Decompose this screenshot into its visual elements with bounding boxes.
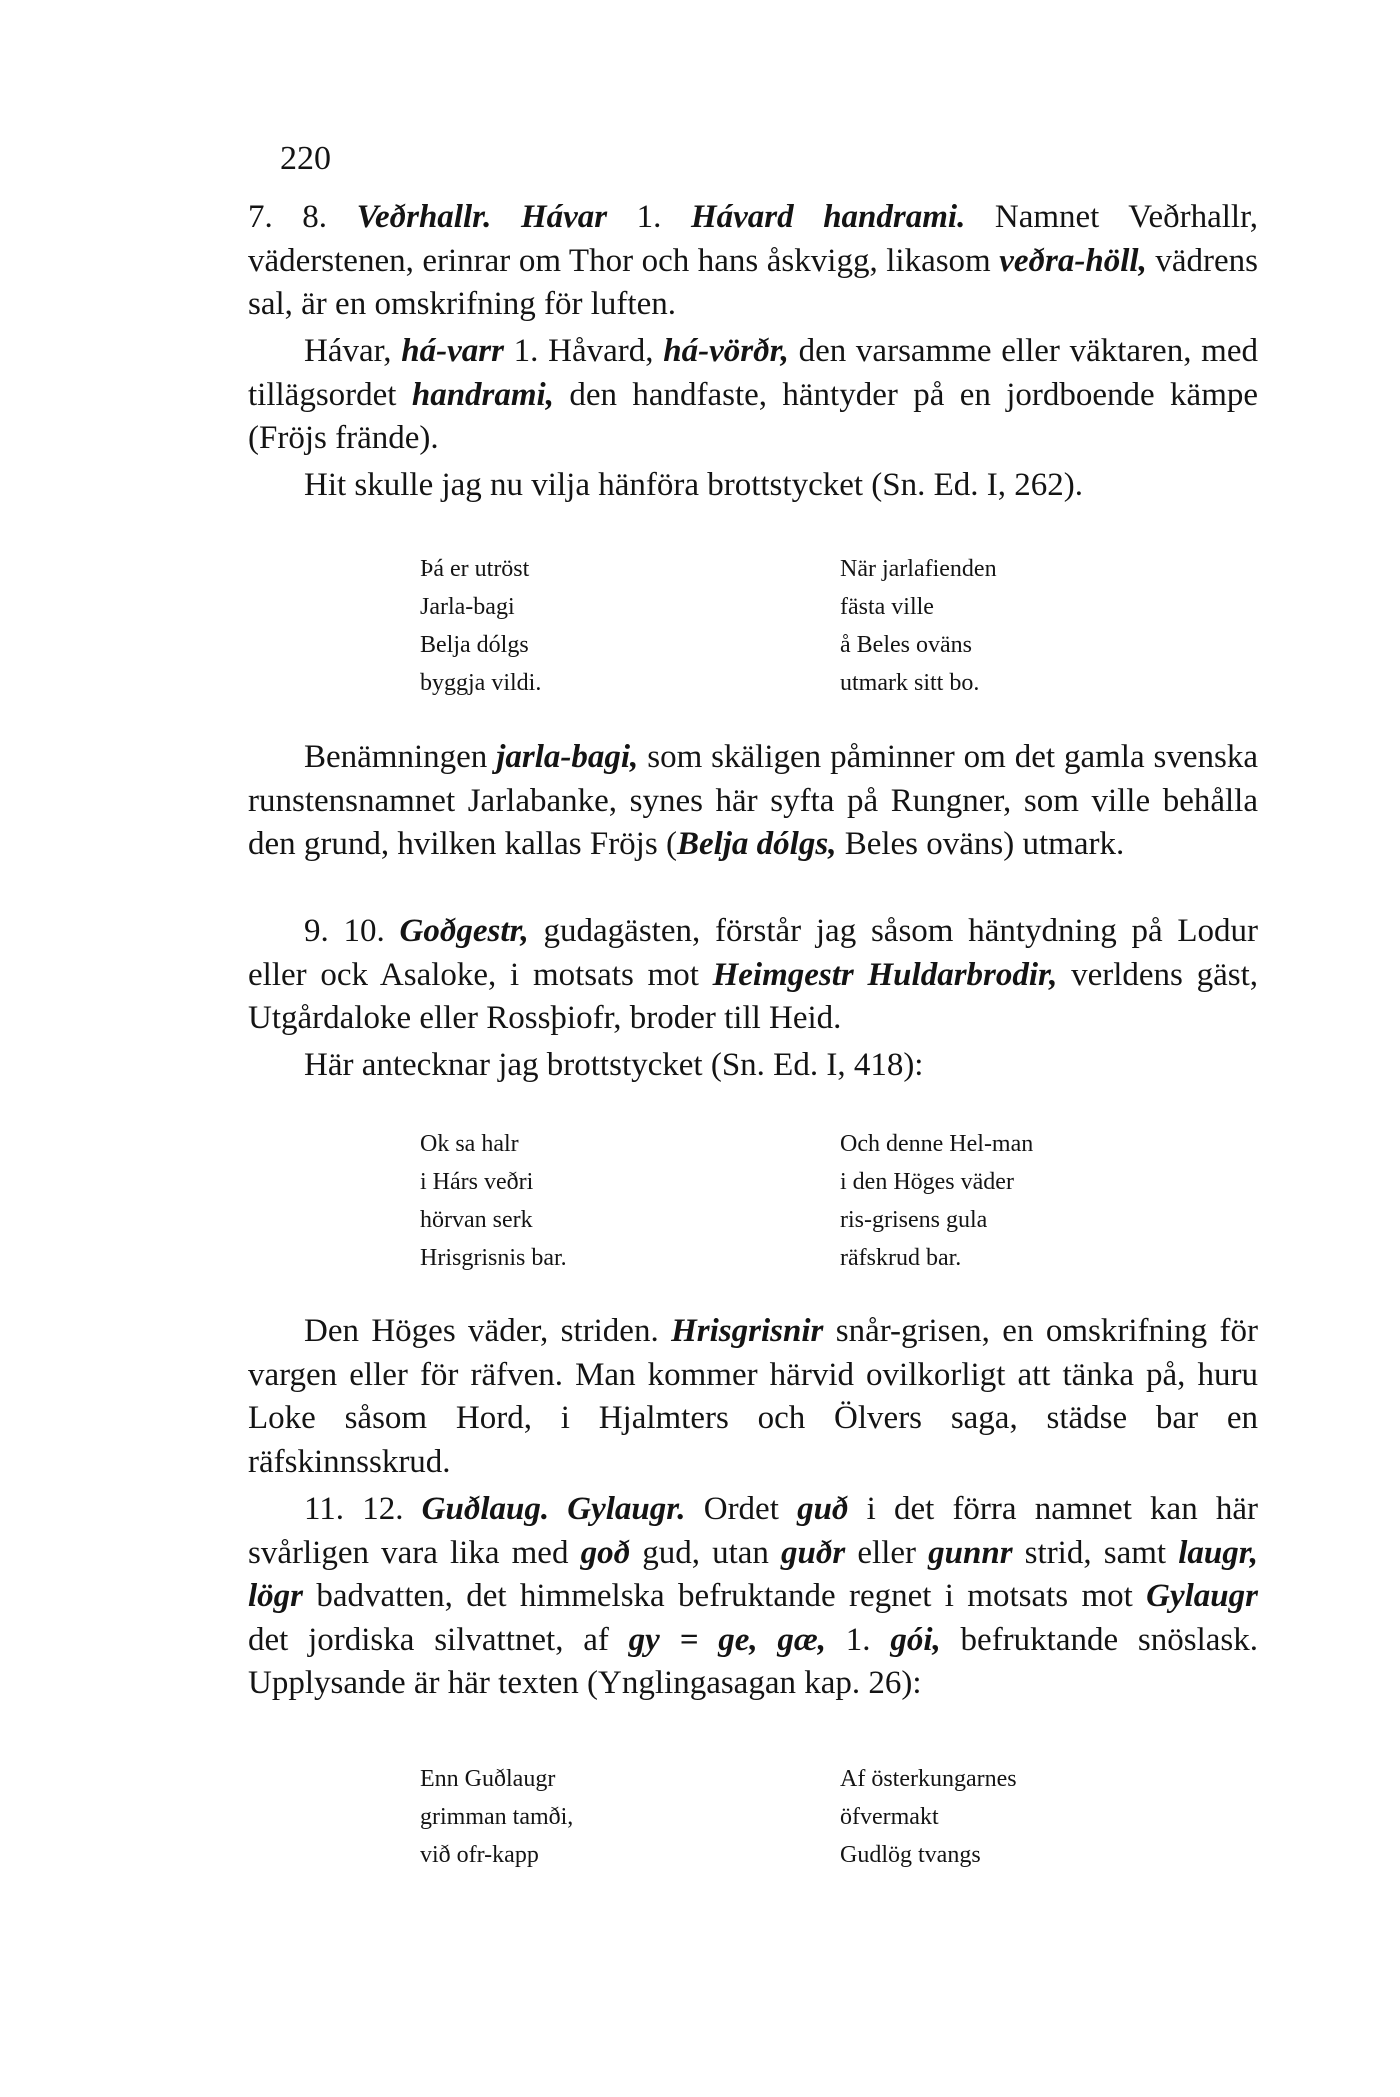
- text-segment: det jordiska silvattnet, af: [248, 1621, 629, 1658]
- paragraph: [248, 1488, 1258, 1706]
- verse-translation: [840, 1125, 1180, 1277]
- text-segment: 1.: [825, 1621, 891, 1658]
- verse-line: i den Höges väder: [840, 1169, 1014, 1195]
- text-segment: Benämningen: [304, 739, 497, 775]
- verse-translation: [840, 550, 1180, 702]
- paragraph: [248, 1044, 1258, 1088]
- text-segment-italic: goð: [580, 1534, 631, 1571]
- paragraph: [248, 330, 1258, 461]
- text-segment-italic: Belja dólgs,: [676, 826, 837, 862]
- verse-line: Belja dólgs: [420, 632, 529, 658]
- verse-block: [420, 1760, 1180, 1874]
- verse-line: utmark sitt bo.: [840, 670, 980, 696]
- text-segment: Hit skulle jag nu vilja hänföra brottstycket (Sn. Ed. I, 262).: [304, 467, 1084, 503]
- text-segment: 11. 12.: [304, 1491, 422, 1527]
- verse-line: öfvermakt: [840, 1804, 939, 1830]
- verse-line: byggja vildi.: [420, 670, 542, 696]
- text-segment-italic: Veðrhallr. Hávar: [356, 199, 608, 235]
- verse-line: Gudlög tvangs: [840, 1842, 981, 1868]
- verse-line: Af österkungarnes: [840, 1766, 1017, 1792]
- paragraph: [248, 196, 1258, 327]
- verse-line: i Hárs veðri: [420, 1169, 534, 1195]
- verse-line: Jarla-bagi: [420, 594, 515, 620]
- text-segment-italic: Gylaugr: [1146, 1578, 1258, 1614]
- text-segment: den varsamme eller väktaren, med tillägsordet: [248, 333, 1258, 413]
- text-segment-italic: Heimgestr Huldarbrodir,: [712, 956, 1058, 993]
- text-segment: snår-grisen, en omskrifning för vargen eller för räfven. Man kommer härvid ovilkorligt att tänka på, huru Loke såsom Hord, i Hjalmters och Ölvers saga, städse bar en räfskinnsskrud.: [248, 1313, 1259, 1480]
- paragraph: [248, 910, 1258, 1041]
- text-segment-italic: Hávard handrami.: [690, 199, 966, 235]
- verse-original: [420, 550, 760, 702]
- text-segment: i det förra namnet kan här svårligen vara lika med: [248, 1491, 1259, 1571]
- text-segment: Beles oväns) utmark.: [836, 826, 1125, 862]
- verse-line: När jarlafienden: [840, 556, 997, 582]
- text-segment-italic: há-varr: [401, 333, 504, 369]
- verse-block: [420, 550, 1180, 702]
- text-segment: 7. 8.: [248, 199, 357, 235]
- text-segment-italic: jarla-bagi,: [496, 739, 639, 775]
- verse-line: räfskrud bar.: [840, 1245, 962, 1271]
- text-segment-italic: guðr: [781, 1534, 846, 1571]
- text-segment: som skäligen påminner om det gamla svenska runstensnamnet Jarlabanke, synes här syfta på Rungner, som ville behålla den grund, hvilken kallas Fröjs (: [248, 739, 1258, 862]
- paragraph: [248, 464, 1258, 508]
- text-segment-italic: laugr, lögr: [248, 1534, 1258, 1614]
- text-segment-italic: gy = ge, gæ,: [628, 1621, 826, 1658]
- paragraph: [248, 736, 1258, 867]
- text-segment: 1. Håvard,: [503, 333, 664, 369]
- text-segment-italic: Guðlaug. Gylaugr.: [421, 1491, 686, 1527]
- verse-block: [420, 1125, 1180, 1277]
- verse-line: Þá er utröst: [420, 556, 530, 582]
- verse-line: fästa ville: [840, 594, 934, 620]
- text-segment-italic: veðra-höll,: [999, 242, 1147, 279]
- verse-line: Ok sa halr: [420, 1131, 519, 1157]
- verse-line: Enn Guðlaugr: [420, 1766, 556, 1792]
- verse-line: ris-grisens gula: [840, 1207, 988, 1233]
- text-segment: Hávar,: [304, 333, 402, 369]
- verse-original: [420, 1125, 760, 1277]
- text-segment: den handfaste, häntyder på en jordboende kämpe (Fröjs frände).: [248, 376, 1259, 456]
- text-segment: badvatten, det himmelska befruktande regnet i motsats mot: [303, 1578, 1147, 1614]
- text-segment: befruktande snöslask. Upplysande är här texten (Ynglingasagan kap. 26):: [248, 1621, 1259, 1701]
- text-segment: Här antecknar jag brottstycket (Sn. Ed. I, 418):: [304, 1047, 924, 1083]
- text-segment-italic: handrami,: [411, 376, 554, 413]
- text-segment: Ordet: [685, 1491, 798, 1527]
- text-segment-italic: Hrisgrisnir: [671, 1313, 824, 1349]
- verse-line: Hrisgrisnis bar.: [420, 1245, 567, 1271]
- text-segment-italic: Goðgestr,: [399, 913, 529, 949]
- text-segment: 1.: [607, 199, 691, 235]
- text-segment: strid, samt: [1012, 1534, 1179, 1571]
- text-segment: verldens gäst, Utgårdaloke eller Rossþiofr, broder till Heid.: [248, 956, 1259, 1036]
- verse-original: [420, 1760, 760, 1874]
- text-segment: 9. 10.: [304, 913, 400, 949]
- text-segment-italic: gunnr: [928, 1534, 1013, 1571]
- verse-line: Och denne Hel-man: [840, 1131, 1034, 1157]
- text-segment: gud, utan: [630, 1534, 782, 1571]
- text-segment-italic: há-vörðr,: [663, 333, 789, 369]
- page-number: 220: [280, 140, 331, 177]
- text-segment-italic: gói,: [890, 1621, 941, 1658]
- verse-line: hörvan serk: [420, 1207, 533, 1233]
- text-segment: gudagästen, förstår jag såsom häntydning på Lodur eller ock Asaloke, i motsats mot: [248, 913, 1259, 993]
- text-segment: eller: [845, 1534, 929, 1571]
- text-segment: vädrens sal, är en omskrifning för luften.: [248, 242, 1258, 322]
- verse-line: å Beles oväns: [840, 632, 972, 658]
- text-segment: Namnet Veðrhallr, väderstenen, erinrar om Thor och hans åskvigg, likasom: [248, 199, 1259, 279]
- verse-line: við ofr-kapp: [420, 1842, 539, 1868]
- text-segment-italic: guð: [797, 1491, 849, 1527]
- text-segment: Den Höges väder, striden.: [304, 1313, 672, 1349]
- verse-translation: [840, 1760, 1180, 1874]
- paragraph: [248, 1310, 1258, 1484]
- verse-line: grimman tamði,: [420, 1804, 574, 1830]
